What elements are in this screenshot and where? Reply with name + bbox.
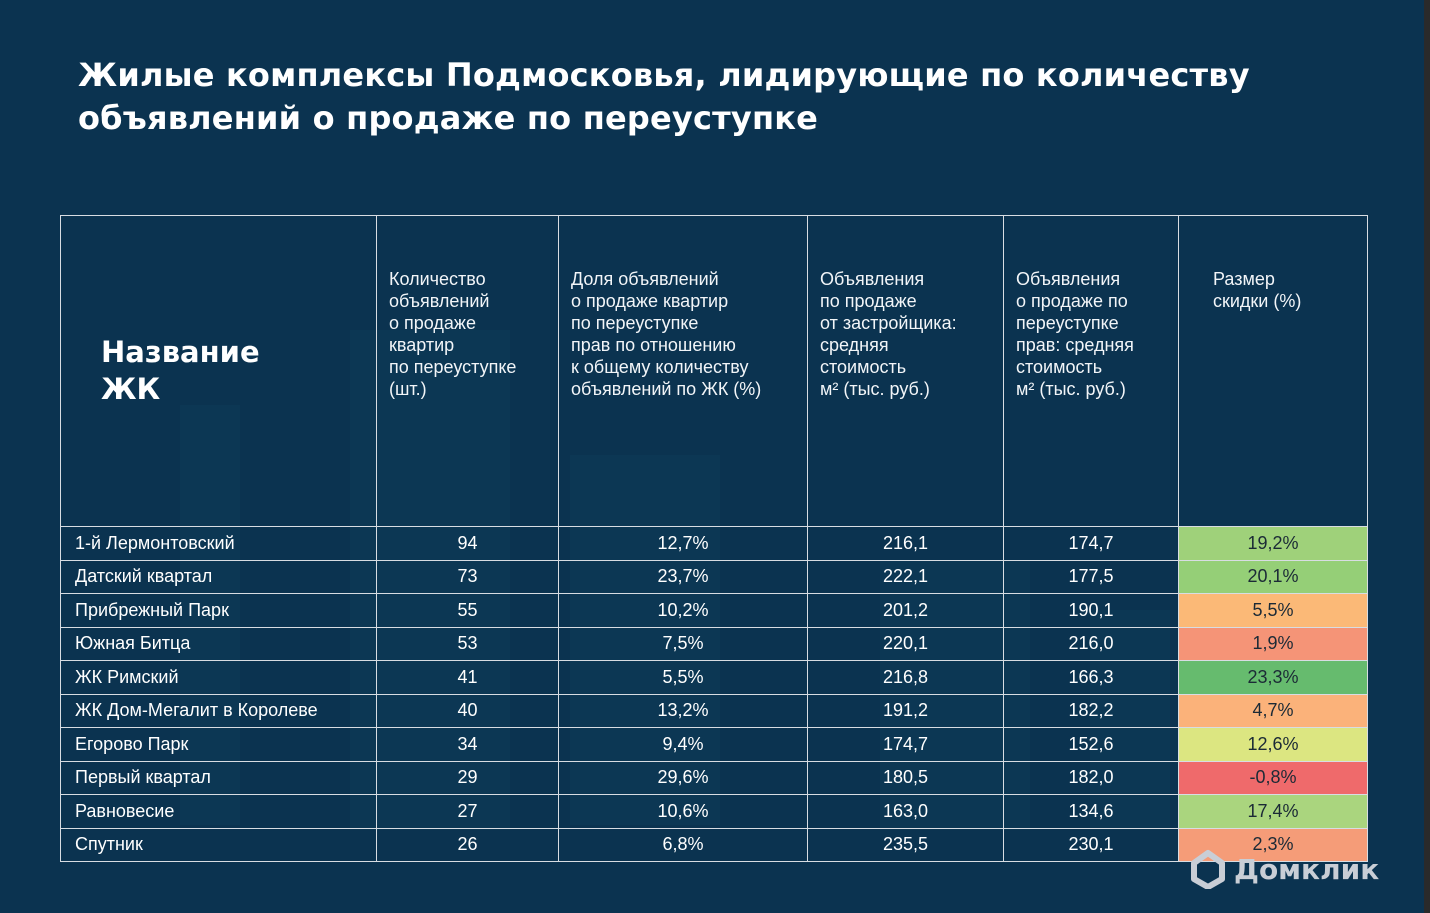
cell-resale-price: 230,1 xyxy=(1004,828,1179,862)
header-line: о продаже квартир xyxy=(571,291,729,311)
cell-discount: 23,3% xyxy=(1179,661,1368,695)
header-share xyxy=(559,216,808,527)
header-line: средняя xyxy=(820,335,889,355)
cell-share: 5,5% xyxy=(559,661,808,695)
header-line: стоимость xyxy=(820,357,907,377)
cell-dev-price: 235,5 xyxy=(808,828,1004,862)
cell-discount: 4,7% xyxy=(1179,694,1368,728)
cell-discount: 17,4% xyxy=(1179,795,1368,829)
cell-share: 7,5% xyxy=(559,627,808,661)
cell-dev-price: 163,0 xyxy=(808,795,1004,829)
header-count xyxy=(377,216,559,527)
cell-count: 73 xyxy=(377,560,559,594)
header-line: м² (тыс. руб.) xyxy=(1016,379,1126,399)
window-edge xyxy=(1424,0,1430,913)
cell-resale-price: 216,0 xyxy=(1004,627,1179,661)
cell-resale-price: 152,6 xyxy=(1004,728,1179,762)
header-dev-price xyxy=(808,216,1004,527)
header-resale-price xyxy=(1004,216,1179,527)
header-line: стоимость xyxy=(1016,357,1103,377)
header-line: ЖК xyxy=(101,372,161,406)
cell-resale-price: 190,1 xyxy=(1004,594,1179,628)
header-line: о продаже xyxy=(389,313,476,333)
cell-discount: 5,5% xyxy=(1179,594,1368,628)
table-row xyxy=(61,761,1368,795)
cell-name: 1-й Лермонтовский xyxy=(61,527,377,561)
header-line: Название xyxy=(101,335,260,369)
cell-dev-price: 191,2 xyxy=(808,694,1004,728)
cell-dev-price: 222,1 xyxy=(808,560,1004,594)
cell-resale-price: 166,3 xyxy=(1004,661,1179,695)
header-line: о продаже по xyxy=(1016,291,1128,311)
header-line: по переуступке xyxy=(389,357,517,377)
header-line: переуступке xyxy=(1016,313,1119,333)
cell-dev-price: 216,8 xyxy=(808,661,1004,695)
cell-discount: 20,1% xyxy=(1179,560,1368,594)
cell-name: Первый квартал xyxy=(61,761,377,795)
header-line: объявлений xyxy=(389,291,490,311)
cell-share: 10,6% xyxy=(559,795,808,829)
cell-dev-price: 216,1 xyxy=(808,527,1004,561)
header-line: прав: средняя xyxy=(1016,335,1134,355)
cell-resale-price: 134,6 xyxy=(1004,795,1179,829)
header-name xyxy=(61,216,377,527)
cell-discount: 12,6% xyxy=(1179,728,1368,762)
cell-resale-price: 182,2 xyxy=(1004,694,1179,728)
cell-discount: 19,2% xyxy=(1179,527,1368,561)
cell-count: 27 xyxy=(377,795,559,829)
table-row xyxy=(61,527,1368,561)
cell-dev-price: 220,1 xyxy=(808,627,1004,661)
title-line: Жилые комплексы Подмосковья, лидирующие по количеству xyxy=(78,56,1250,94)
cell-dev-price: 174,7 xyxy=(808,728,1004,762)
cell-discount: -0,8% xyxy=(1179,761,1368,795)
cell-count: 55 xyxy=(377,594,559,628)
table-row xyxy=(61,728,1368,762)
cell-resale-price: 174,7 xyxy=(1004,527,1179,561)
table-header-row xyxy=(61,216,1368,527)
cell-count: 29 xyxy=(377,761,559,795)
header-line: м² (тыс. руб.) xyxy=(820,379,930,399)
domclick-logo xyxy=(1190,848,1379,890)
table-row xyxy=(61,795,1368,829)
cell-count: 94 xyxy=(377,527,559,561)
cell-count: 53 xyxy=(377,627,559,661)
cell-name: Спутник xyxy=(61,828,377,862)
cell-count: 40 xyxy=(377,694,559,728)
header-line: от застройщика: xyxy=(820,313,957,333)
header-line: квартир xyxy=(389,335,455,355)
table-row xyxy=(61,560,1368,594)
table-row xyxy=(61,627,1368,661)
page-title xyxy=(78,54,1378,140)
header-line: Объявления xyxy=(820,269,925,289)
header-line: объявлений по ЖК (%) xyxy=(571,379,762,399)
header-line: Количество xyxy=(389,269,486,289)
cell-count: 41 xyxy=(377,661,559,695)
header-line: Объявления xyxy=(1016,269,1121,289)
cell-share: 29,6% xyxy=(559,761,808,795)
cell-name: Равновесие xyxy=(61,795,377,829)
header-line: к общему количеству xyxy=(571,357,749,377)
table-row xyxy=(61,661,1368,695)
cell-count: 34 xyxy=(377,728,559,762)
complexes-table xyxy=(60,215,1368,862)
cell-share: 9,4% xyxy=(559,728,808,762)
cell-dev-price: 180,5 xyxy=(808,761,1004,795)
header-line: прав по отношению xyxy=(571,335,736,355)
cell-share: 23,7% xyxy=(559,560,808,594)
house-logo-icon xyxy=(1190,849,1226,889)
cell-discount: 1,9% xyxy=(1179,627,1368,661)
cell-name: Датский квартал xyxy=(61,560,377,594)
table-row xyxy=(61,594,1368,628)
cell-name: Южная Битца xyxy=(61,627,377,661)
cell-dev-price: 201,2 xyxy=(808,594,1004,628)
header-line: (шт.) xyxy=(389,379,427,399)
cell-resale-price: 182,0 xyxy=(1004,761,1179,795)
header-line: по переуступке xyxy=(571,313,699,333)
header-line: по продаже xyxy=(820,291,917,311)
title-line: объявлений о продаже по переуступке xyxy=(78,99,819,137)
header-line: Доля объявлений xyxy=(571,269,719,289)
cell-name: Егорово Парк xyxy=(61,728,377,762)
table-row xyxy=(61,828,1368,862)
cell-share: 12,7% xyxy=(559,527,808,561)
cell-resale-price: 177,5 xyxy=(1004,560,1179,594)
logo-text: Домклик xyxy=(1234,852,1380,886)
header-line: Размер xyxy=(1213,269,1275,289)
cell-share: 10,2% xyxy=(559,594,808,628)
cell-count: 26 xyxy=(377,828,559,862)
header-line: скидки (%) xyxy=(1213,291,1302,311)
cell-share: 6,8% xyxy=(559,828,808,862)
cell-share: 13,2% xyxy=(559,694,808,728)
cell-name: ЖК Дом-Мегалит в Королеве xyxy=(61,694,377,728)
cell-name: Прибрежный Парк xyxy=(61,594,377,628)
table-row xyxy=(61,694,1368,728)
table-body xyxy=(61,527,1368,862)
header-discount xyxy=(1179,216,1368,527)
cell-discount: 2,3% xyxy=(1179,828,1368,862)
cell-name: ЖК Римский xyxy=(61,661,377,695)
